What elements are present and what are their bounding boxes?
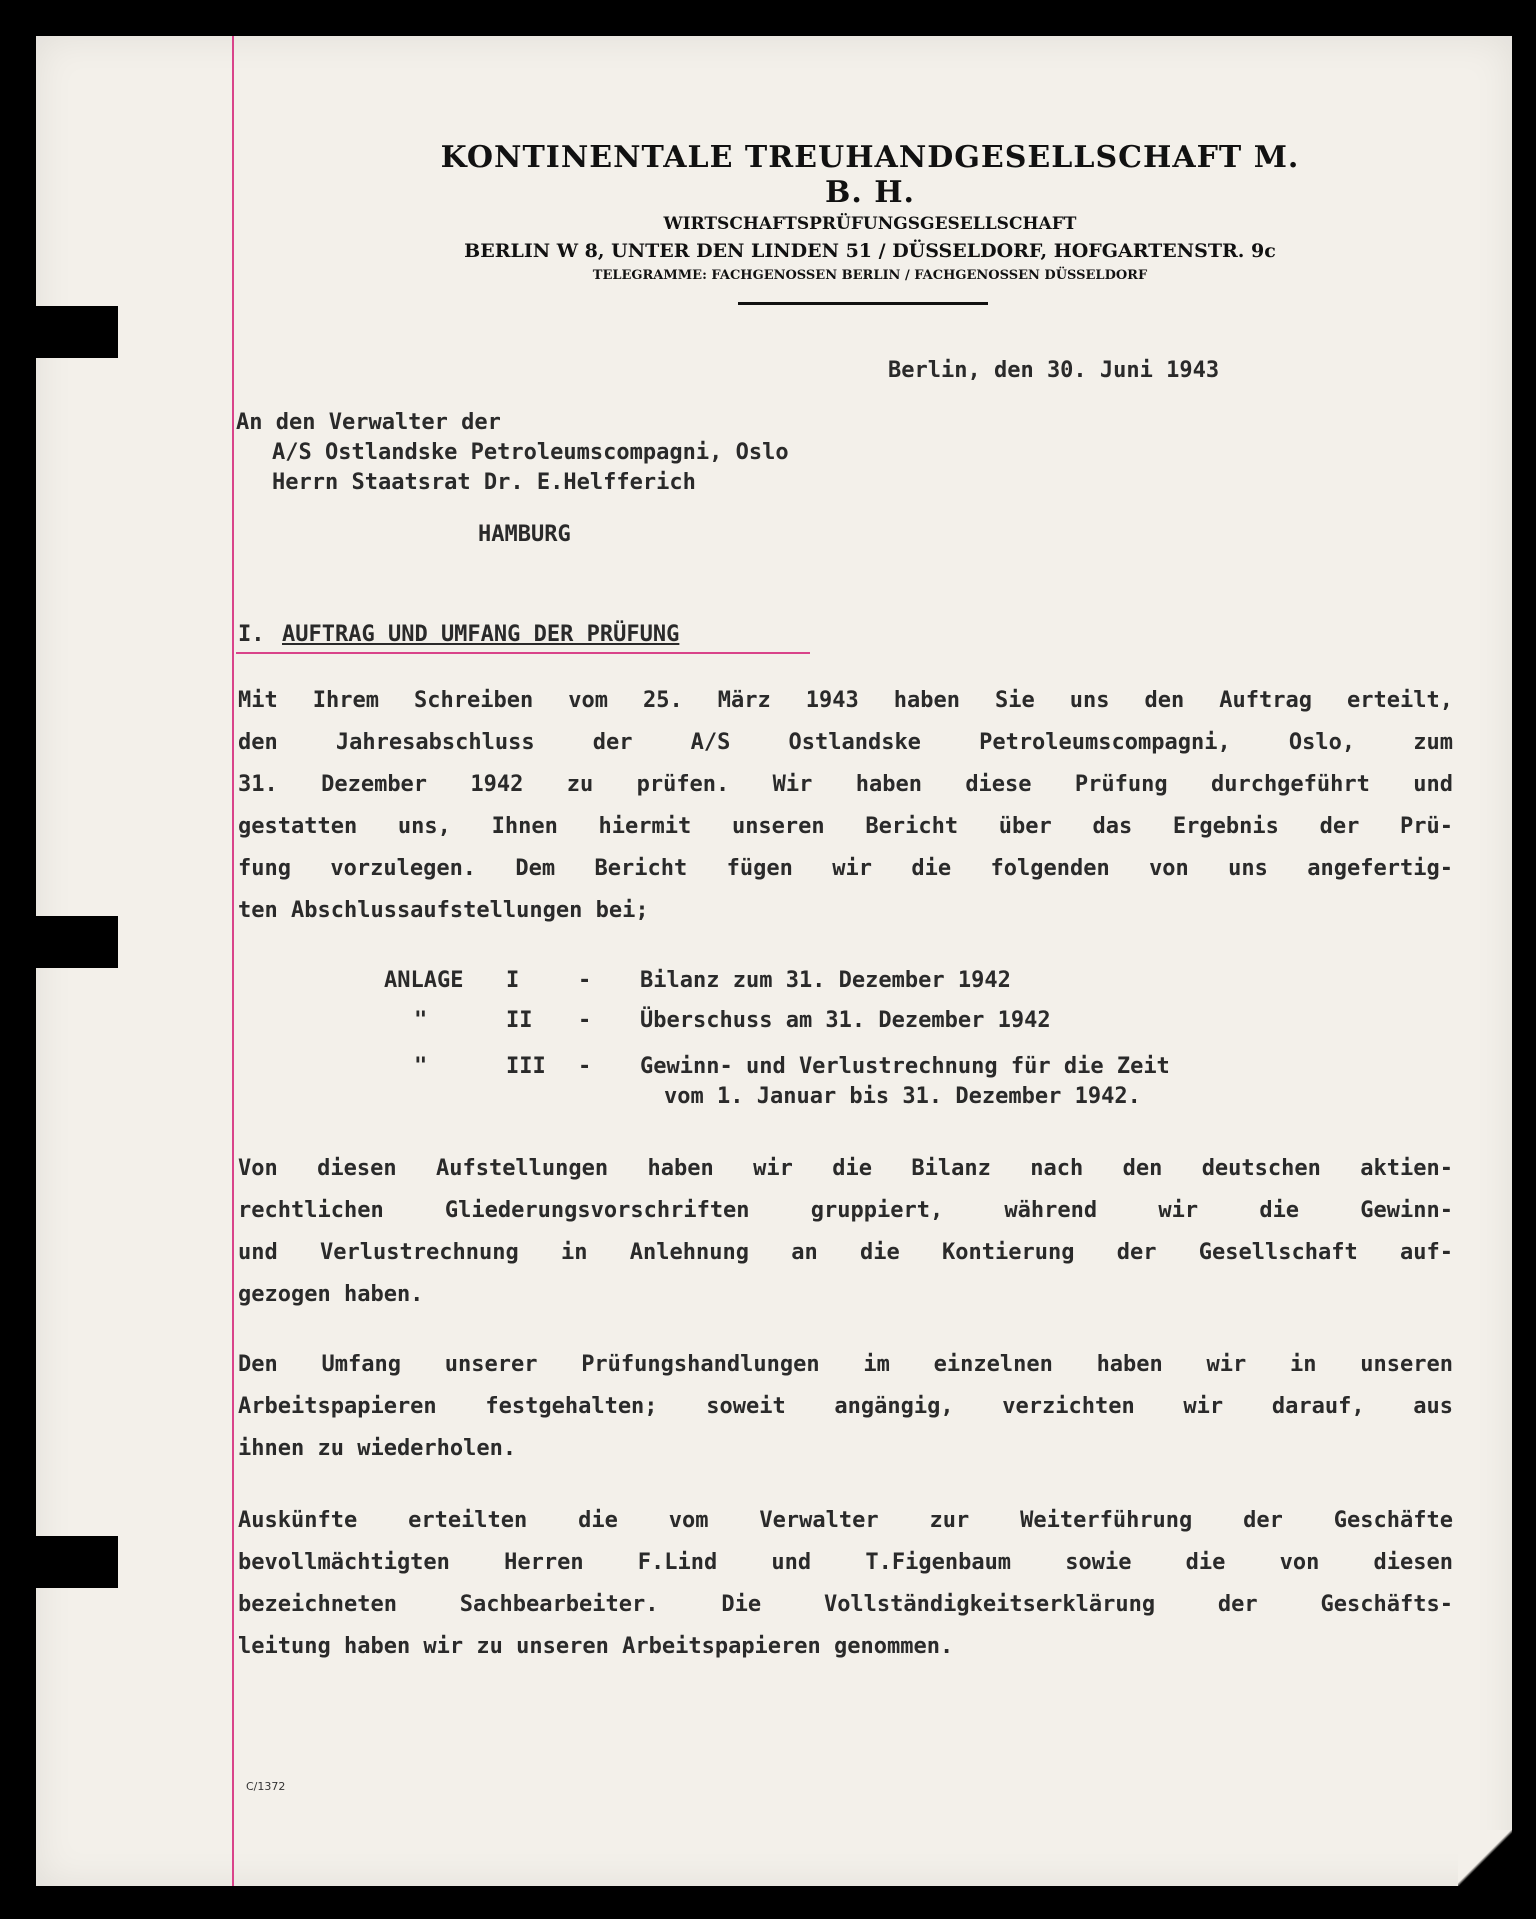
annex-number: III bbox=[506, 1054, 546, 1079]
company-name: KONTINENTALE TREUHANDGESELLSCHAFT M. B. H. bbox=[440, 140, 1300, 210]
text-line: bezeichneten Sachbearbeiter. Die Vollständigkeitserklärung der Geschäfts- bbox=[238, 1592, 1453, 1617]
text-line: 31. Dezember 1942 zu prüfen. Wir haben diese Prüfung durchgeführt und bbox=[238, 772, 1453, 797]
letterhead bbox=[420, 140, 1320, 283]
text-line: fung vorzulegen. Dem Bericht fügen wir die folgenden von uns angefertig- bbox=[238, 856, 1453, 881]
text-line: den Jahresabschluss der A/S Ostlandske Petroleumscompagni, Oslo, zum bbox=[238, 730, 1453, 755]
text-line: und Verlustrechnung in Anlehnung an die Kontierung der Gesellschaft auf- bbox=[238, 1240, 1453, 1265]
company-address: BERLIN W 8, UNTER DEN LINDEN 51 / DÜSSELDORF, HOFGARTENSTR. 9c bbox=[464, 240, 1276, 262]
letterhead-rule bbox=[738, 302, 988, 305]
text-line: bevollmächtigten Herren F.Lind und T.Figenbaum sowie die von diesen bbox=[238, 1550, 1453, 1575]
section-number: I. bbox=[238, 622, 265, 647]
annex-description-continued: vom 1. Januar bis 31. Dezember 1942. bbox=[664, 1084, 1141, 1109]
margin-line bbox=[232, 36, 234, 1886]
annex-label: ANLAGE bbox=[384, 968, 464, 993]
text-line: leitung haben wir zu unseren Arbeitspapieren genommen. bbox=[238, 1634, 954, 1659]
paragraph-2 bbox=[238, 1148, 1453, 1316]
annex-label: " bbox=[414, 1008, 428, 1033]
annex-description: Überschuss am 31. Dezember 1942 bbox=[640, 1008, 1051, 1033]
archive-code: C/1372 bbox=[246, 1780, 286, 1793]
annex-number: I bbox=[506, 968, 520, 993]
annex-number: II bbox=[506, 1008, 533, 1033]
annex-dash: - bbox=[578, 968, 592, 993]
recipient-line-3: Herrn Staatsrat Dr. E.Helfferich bbox=[272, 470, 696, 495]
recipient-city: HAMBURG bbox=[478, 522, 571, 547]
annex-label: " bbox=[414, 1054, 428, 1079]
text-line: rechtlichen Gliederungsvorschriften gruppiert, während wir die Gewinn- bbox=[238, 1198, 1453, 1223]
text-line: Den Umfang unserer Prüfungshandlungen im einzelnen haben wir in unseren bbox=[238, 1352, 1453, 1377]
text-line: Auskünfte erteilten die vom Verwalter zur Weiterführung der Geschäfte bbox=[238, 1508, 1453, 1533]
recipient-line-1: An den Verwalter der bbox=[236, 410, 501, 435]
text-line: ihnen zu wiederholen. bbox=[238, 1436, 517, 1461]
company-subtitle: WIRTSCHAFTSPRÜFUNGSGESELLSCHAFT bbox=[663, 214, 1077, 234]
annex-dash: - bbox=[578, 1008, 592, 1033]
letter-date: Berlin, den 30. Juni 1943 bbox=[888, 358, 1220, 383]
paragraph-3 bbox=[238, 1344, 1453, 1470]
text-line: Von diesen Aufstellungen haben wir die Bilanz nach den deutschen aktien- bbox=[238, 1156, 1453, 1181]
paragraph-1 bbox=[238, 680, 1453, 932]
recipient-line-2: A/S Ostlandske Petroleumscompagni, Oslo bbox=[272, 440, 789, 465]
annex-dash: - bbox=[578, 1054, 592, 1079]
text-line: Arbeitspapieren festgehalten; soweit angängig, verzichten wir darauf, aus bbox=[238, 1394, 1453, 1419]
annex-description: Gewinn- und Verlustrechnung für die Zeit bbox=[640, 1054, 1170, 1079]
text-line: gestatten uns, Ihnen hiermit unseren Bericht über das Ergebnis der Prü- bbox=[238, 814, 1453, 839]
paragraph-4 bbox=[238, 1500, 1453, 1668]
text-line: Mit Ihrem Schreiben vom 25. März 1943 haben Sie uns den Auftrag erteilt, bbox=[238, 688, 1453, 713]
text-line: gezogen haben. bbox=[238, 1282, 424, 1307]
punch-hole-3 bbox=[36, 1536, 118, 1588]
punch-hole-1 bbox=[36, 306, 118, 358]
text-line: ten Abschlussaufstellungen bei; bbox=[238, 898, 649, 923]
company-telegrams: TELEGRAMME: FACHGENOSSEN BERLIN / FACHGENOSSEN DÜSSELDORF bbox=[592, 268, 1148, 283]
punch-hole-2 bbox=[36, 916, 118, 968]
section-underline bbox=[236, 652, 810, 654]
section-title: AUFTRAG UND UMFANG DER PRÜFUNG bbox=[282, 622, 680, 647]
page-corner bbox=[1458, 1830, 1512, 1886]
annex-description: Bilanz zum 31. Dezember 1942 bbox=[640, 968, 1011, 993]
